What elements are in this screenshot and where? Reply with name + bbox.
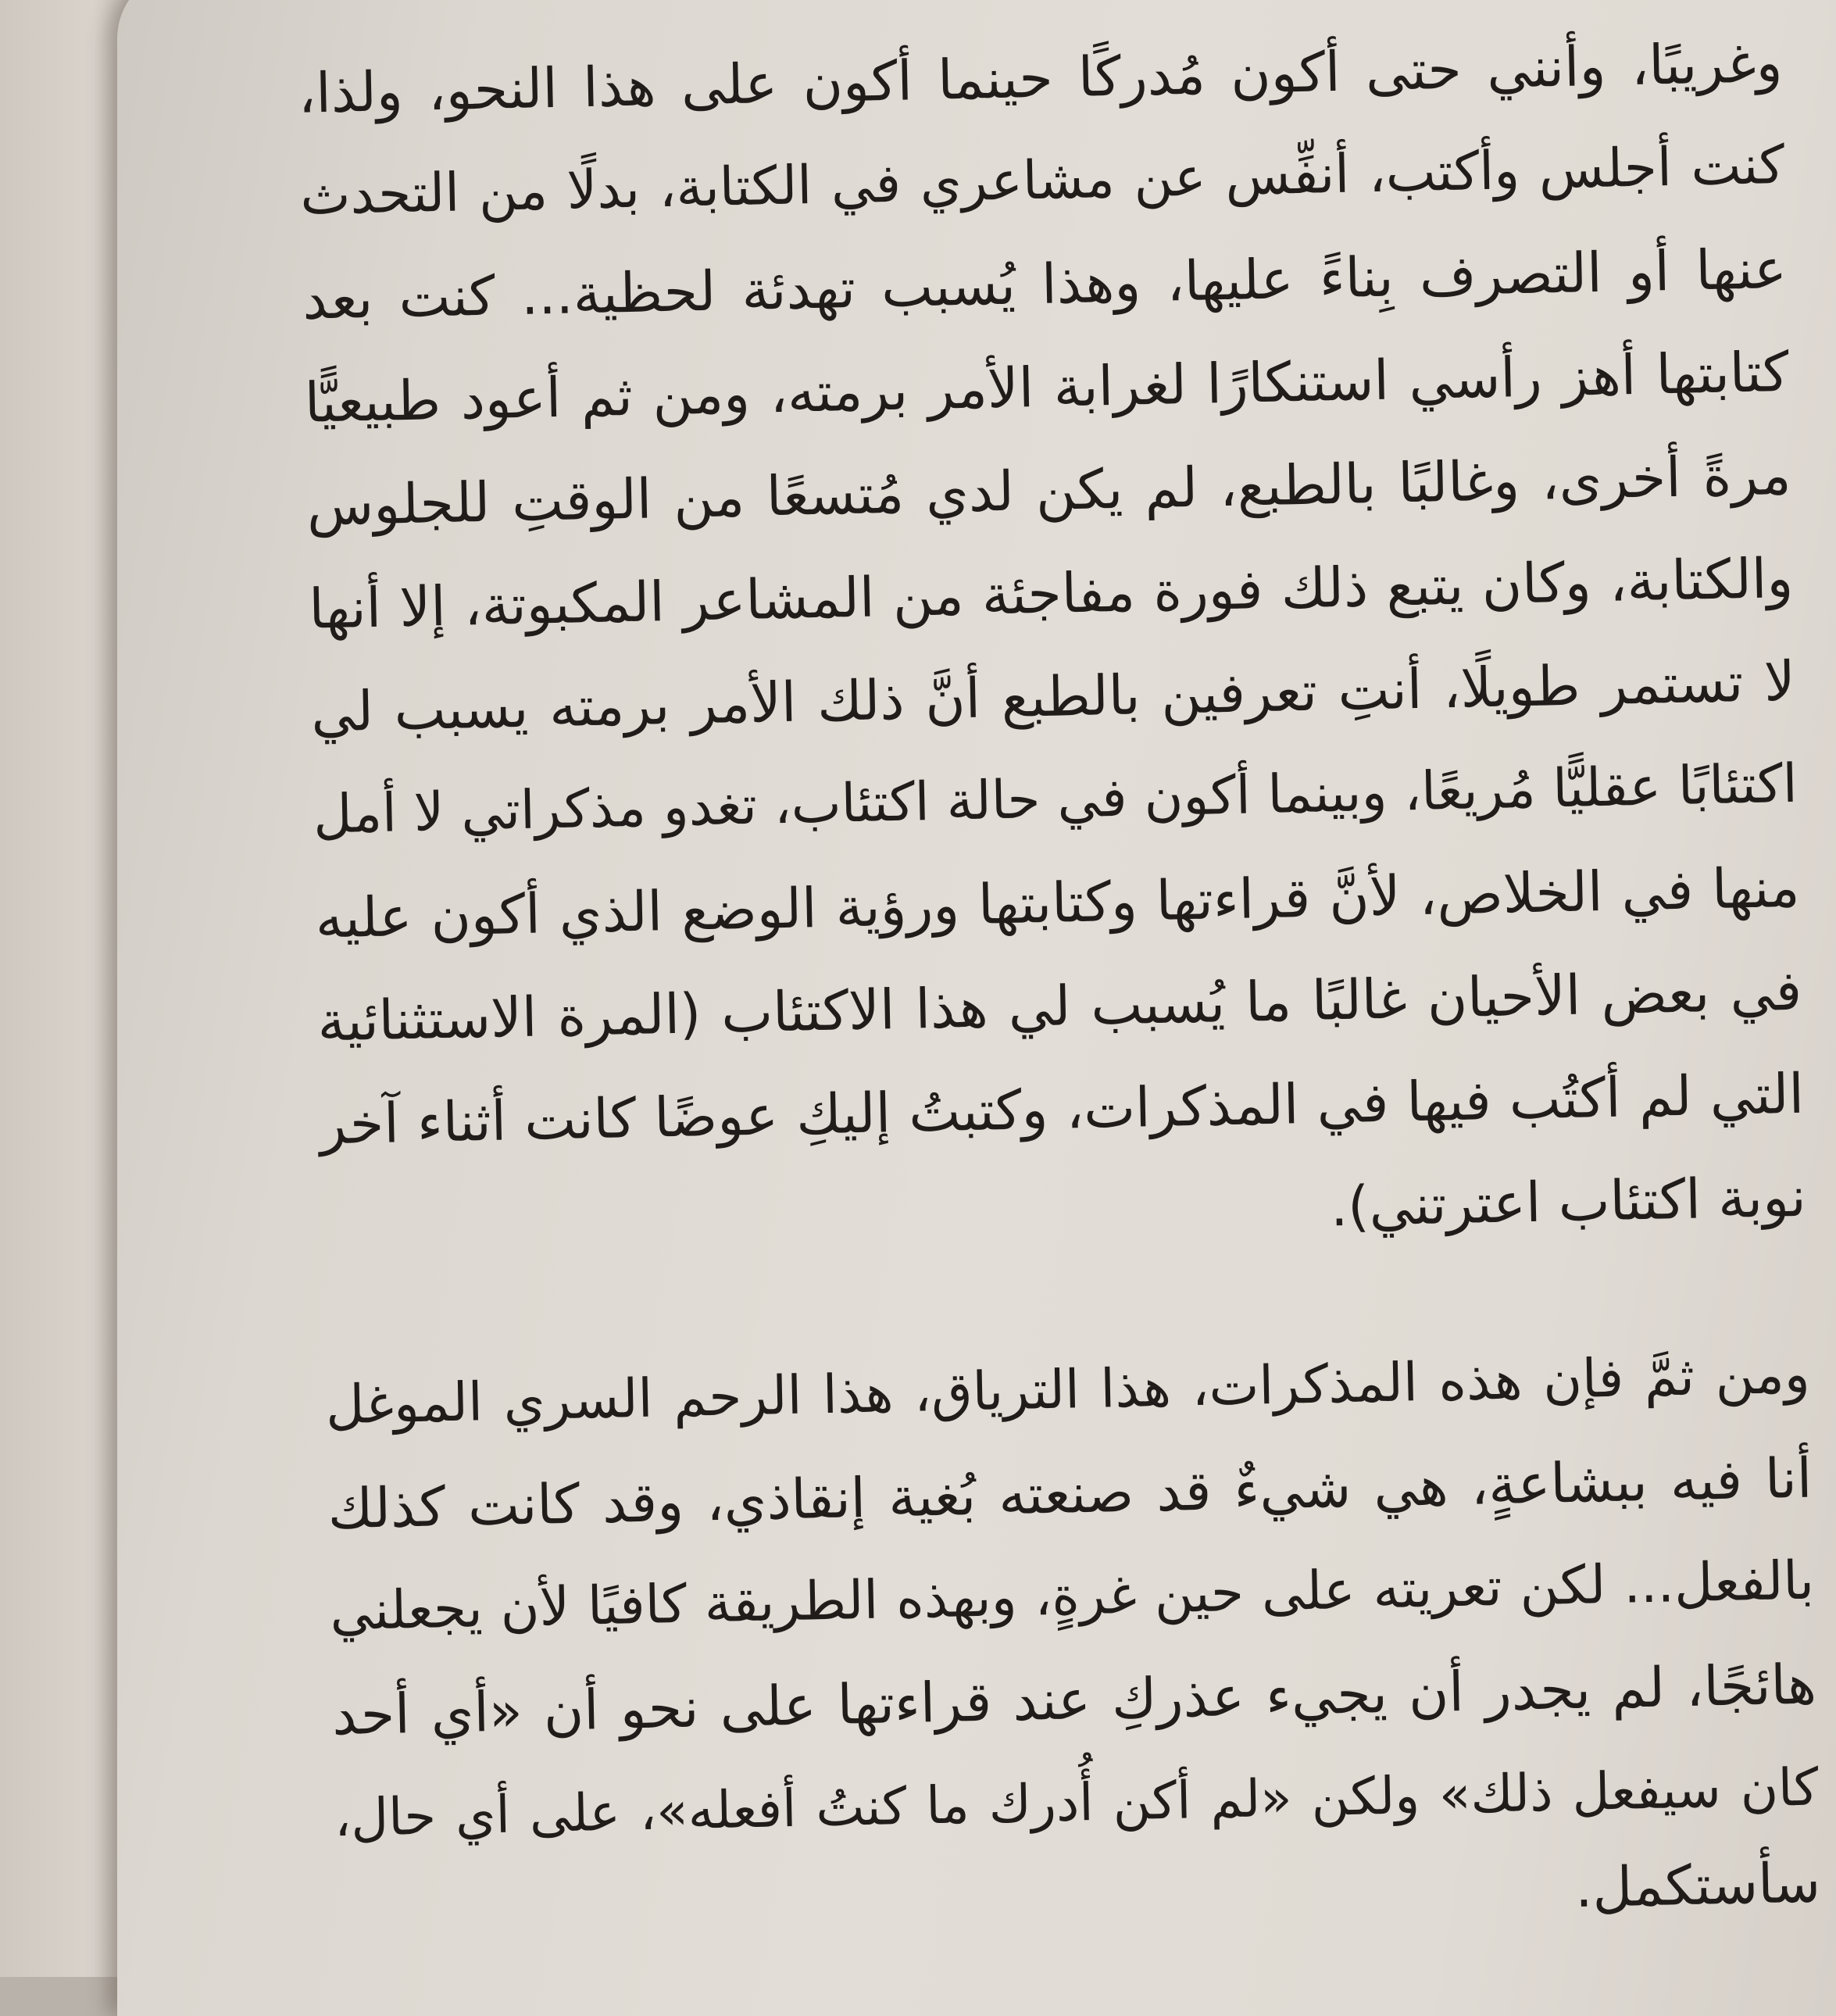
text-line: أنا فيه ببشاعةٍ، هي شيءٌ قد صنعته بُغية إنقاذي، وقد كانت كذلك — [327, 1446, 1813, 1542]
text-line: كان سيفعل ذلك» ولكن «لم أكن أُدرك ما كنتُ أفعله»، على أي حال، — [334, 1757, 1820, 1849]
text-line: مرةً أخرى، وغالبًا بالطبع، لم يكن لدي مُتسعًا من الوقتِ للجلوس — [305, 442, 1792, 538]
text-line: كتابتها أهز رأسي استنكارًا لغرابة الأمر برمته، ومن ثم أعود طبيعيًّا — [304, 339, 1790, 435]
text-line: اكتئابًا عقليًّا مُريعًا، وبينما أكون في حالة اكتئاب، تغدو مذكراتي لا أمل — [313, 752, 1798, 846]
text-line: لا تستمر طويلًا، أنتِ تعرفين بالطبع أنَّ ذلك الأمر برمته يسبب لي — [310, 649, 1796, 745]
text-line: سأستكمل. — [1574, 1850, 1821, 1921]
text-line: وغريبًا، وأنني حتى أكون مُدركًا حينما أكون على هذا النحو، ولذا، — [297, 30, 1784, 126]
text-line: عنها أو التصرف بِناءً عليها، وهذا يُسبب تهدئة لحظية... كنت بعد — [302, 236, 1788, 332]
text-line: نوبة اكتئاب اعترتني). — [1330, 1164, 1807, 1239]
text-line: منها في الخلاص، لأنَّ قراءتها وكتابتها ورؤية الوضع الذي أكون عليه — [314, 855, 1801, 951]
text-line: كنت أجلس وأكتب، أنفِّس عن مشاعري في الكتابة، بدلًا من التحدث — [299, 134, 1785, 227]
text-line: في بعض الأحيان غالبًا ما يُسبب لي هذا الاكتئاب (المرة الاستثنائية — [316, 958, 1802, 1054]
text-line: بالفعل... لكن تعريته على حين غرةٍ، وبهذه الطريقة كافيًا لأن يجعلني — [329, 1550, 1815, 1643]
text-line: التي لم أكتُب فيها في المذكرات، وكتبتُ إليكِ عوضًا كانت أثناء آخر — [319, 1061, 1805, 1157]
book-page — [117, 0, 1836, 2016]
text-line: هائجًا، لم يجدر أن يجيء عذركِ عند قراءتها على نحو أن «أي أحد — [331, 1652, 1817, 1748]
text-line: والكتابة، وكان يتبع ذلك فورة مفاجئة من المشاعر المكبوتة، إلا أنها — [308, 545, 1794, 642]
page-text — [297, 16, 1821, 1953]
text-line: ومن ثمَّ فإن هذه المذكرات، هذا الترياق، هذا الرحم السري الموغل — [325, 1343, 1811, 1437]
